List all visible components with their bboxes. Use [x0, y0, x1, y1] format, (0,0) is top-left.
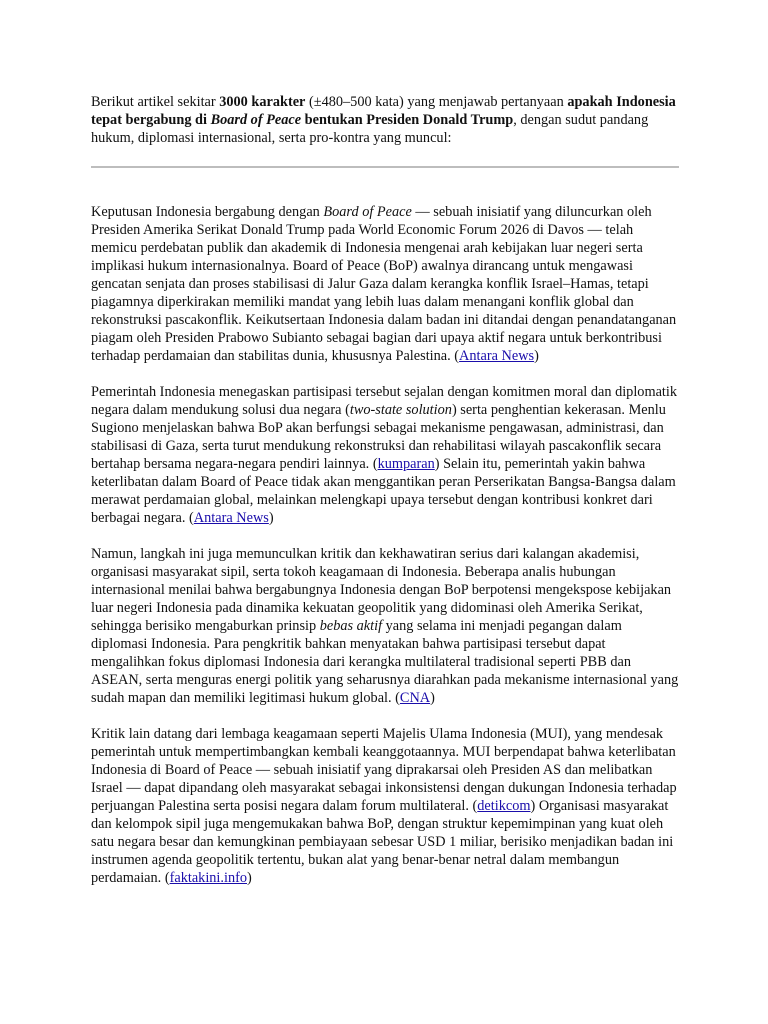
intro-text: (±480–500 kata) yang menjawab pertanyaan: [305, 94, 568, 110]
paragraph-text: Pemerintah Indonesia menegaskan partisipasi tersebut sejalan dengan komitmen moral dan diplomatik negara dalam mendukung solusi dua negara (: [91, 384, 678, 418]
paragraph-text: ): [534, 348, 539, 364]
paragraph-text: ) serta penghentian kekerasan. Menlu Sugiono menjelaskan bahwa BoP akan berfungsi sebagai mekanisme pengawasan, administrasi, dan stabilisasi di Gaza, serta turut mendukung rekonstruksi dan rehabilitasi wilayah pascakonflik secara bertahap bersama negara-negara pendiri lainnya. (: [91, 402, 666, 472]
paragraph-text: ) Organisasi masyarakat dan kelompok sipil juga mengemukakan bahwa BoP, dengan struktur kepemimpinan yang kuat oleh satu negara besar dan kemungkinan pembiayaan sebesar USD 1 miliar, berisiko menjadikan badan ini instrumen agenda geopolitik tertentu, bukan alat yang benar-benar netral dalam membangun perdamaian. (: [91, 798, 674, 886]
source-link-antara-news[interactable]: Antara News: [459, 348, 535, 364]
italic-term: two-state solution: [349, 402, 452, 418]
paragraph-text: — sebuah inisiatif yang diluncurkan oleh Presiden Amerika Serikat Donald Trump pada World Economic Forum 2026 di Davos — telah memicu perdebatan publik dan akademik di Indonesia mengenai arah kebijakan luar negeri serta implikasi hukum internasionalnya. Board of Peace (BoP) awalnya dirancang untuk mengawasi gencatan senjata dan proses stabilisasi di Jalur Gaza dalam kerangka konflik Israel–Hamas, tetapi piagamnya diperkirakan memiliki mandat yang lebih luas dalam menangani konflik global dan rekonstruksi pascakonflik. Keikutsertaan Indonesia dalam badan ini ditandai dengan penandatanganan piagam oleh Presiden Prabowo Subianto sebagai bagian dari upaya aktif negara untuk berkontribusi terhadap perdamaian dan stabilitas dunia, khususnya Palestina. (: [91, 204, 677, 364]
italic-term: Board of Peace: [323, 204, 412, 220]
paragraph-text: ): [247, 870, 252, 886]
paragraph-4: [91, 725, 679, 887]
source-link-faktakini[interactable]: faktakini.info: [169, 870, 248, 886]
horizontal-divider: [91, 166, 679, 168]
paragraph-text: Namun, langkah ini juga memunculkan kritik dan kekhawatiran serius dari kalangan akademisi, organisasi masyarakat sipil, serta tokoh keagamaan di Indonesia. Beberapa analis hubungan internasional menilai bahwa bergabungnya Indonesia dengan BoP berpotensi mengekspose kebijakan luar negeri Indonesia pada dinamika kekuatan geopolitik yang didominasi oleh Amerika Serikat, sehingga berisiko mengaburkan prinsip: [91, 546, 672, 634]
source-link-kumparan[interactable]: kumparan: [377, 456, 435, 472]
paragraph-text: Kritik lain datang dari lembaga keagamaan seperti Majelis Ulama Indonesia (MUI), yang mendesak pemerintah untuk mempertimbangkan kembali keanggotaannya. MUI berpendapat bahwa keterlibatan Indonesia di Board of Peace — sebuah inisiatif yang diprakarsai oleh Presiden AS dan melibatkan Israel — dapat dipandang oleh masyarakat sebagai inkonsistensi dengan dukungan Indonesia terhadap perjuangan Palestina serta posisi negara dalam forum multilateral. (: [91, 726, 677, 814]
intro-bold-length: 3000 karakter: [219, 94, 306, 110]
source-link-cna[interactable]: CNA: [399, 690, 431, 706]
paragraph-text: ): [268, 510, 274, 526]
intro-paragraph: [91, 93, 679, 147]
paragraph-text: Keputusan Indonesia bergabung dengan: [91, 204, 324, 220]
intro-bold-text: bentukan Presiden Donald Trump: [301, 112, 514, 128]
paragraph-1: [91, 203, 679, 365]
paragraph-text: ): [430, 690, 435, 706]
paragraph-3: [91, 545, 679, 707]
intro-text: Berikut artikel sekitar: [91, 94, 220, 110]
italic-term: bebas aktif: [319, 618, 383, 634]
paragraph-text: ) Selain itu, pemerintah yakin bahwa keterlibatan dalam Board of Peace tidak akan menggantikan peran Perserikatan Bangsa-Bangsa dalam merawat perdamaian global, melainkan melengkapi upaya tersebut dengan kontribusi konkret dari berbagai negara. (: [91, 456, 676, 526]
source-link-detikcom[interactable]: detikcom: [477, 798, 531, 814]
intro-bold-italic-title: Board of Peace: [210, 112, 302, 128]
paragraph-2: [91, 383, 679, 527]
source-link-antara-news[interactable]: Antara News: [193, 510, 269, 526]
intro-bold-text: apakah Indonesia tepat bergabung di: [91, 94, 676, 128]
article: [91, 93, 679, 905]
paragraph-text: yang selama ini menjadi pegangan dalam diplomasi Indonesia. Para pengkritik bahkan menyatakan bahwa partisipasi tersebut dapat mengalihkan fokus diplomasi Indonesia dari kerangka multilateral tradisional seperti PBB dan ASEAN, serta menguras energi politik yang seharusnya diarahkan pada mekanisme internasional yang sudah mapan dan memiliki legitimasi hukum global. (: [91, 618, 679, 706]
intro-text: , dengan sudut pandang hukum, diplomasi internasional, serta pro-kontra yang muncul:: [91, 112, 649, 146]
